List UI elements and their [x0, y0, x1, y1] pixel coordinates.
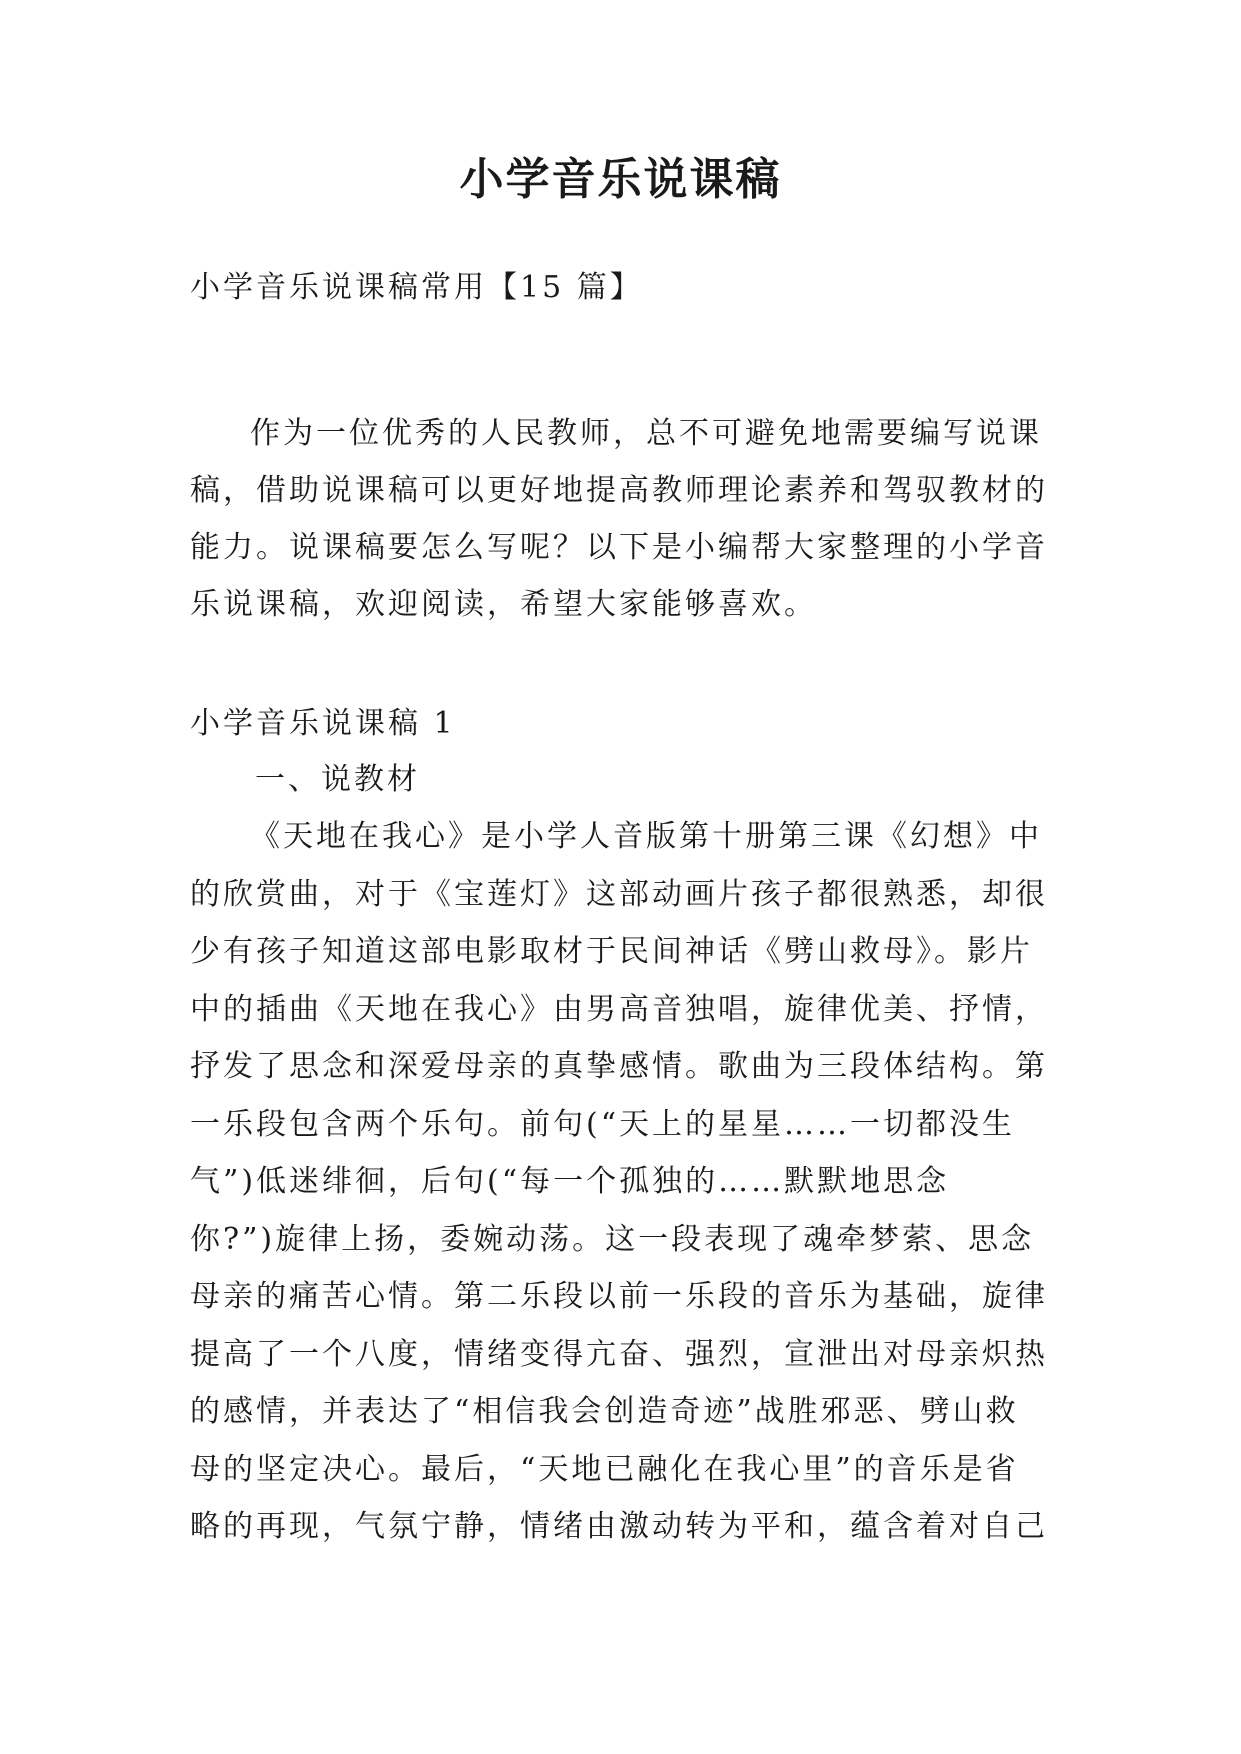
body-line: 气”)低迷绯徊，后句(“每一个孤独的……默默地思念 [190, 1164, 950, 1199]
section-title: 小学音乐说课稿 1 [190, 706, 456, 741]
body-line: 一乐段包含两个乐句。前句(“天上的星星……一切都没生 [190, 1106, 1016, 1142]
intro-line: 乐说课稿，欢迎阅读，希望大家能够喜欢。 [190, 587, 817, 622]
body-line: 母亲的痛苦心情。第二乐段以前一乐段的音乐为基础，旋律 [190, 1279, 1048, 1314]
body-paragraph [190, 808, 1070, 1556]
intro-line: 作为一位优秀的人民教师，总不可避免地需要编写说课 [250, 416, 1042, 451]
body-line: 提高了一个八度，情绪变得亢奋、强烈，宣泄出对母亲炽热 [190, 1336, 1048, 1372]
body-line: 的欣赏曲，对于《宝莲灯》这部动画片孩子都很熟悉，却很 [190, 876, 1048, 912]
body-line: 母的坚定决心。最后，“天地已融化在我心里”的音乐是省 [190, 1451, 1019, 1487]
document-title: 小学音乐说课稿 [459, 154, 782, 205]
body-line: 的感情，并表达了“相信我会创造奇迹”战胜邪恶、劈山救 [190, 1394, 1019, 1429]
body-line: 中的插曲《天地在我心》由男高音独唱，旋律优美、抒情， [190, 991, 1048, 1027]
body-line: 《天地在我心》是小学人音版第十册第三课《幻想》中 [250, 819, 1042, 854]
section-sub-heading: 一、说教材 [255, 762, 420, 797]
body-line: 你?”)旋律上扬，委婉动荡。这一段表现了魂牵梦萦、思念 [190, 1221, 1035, 1257]
intro-line: 稿，借助说课稿可以更好地提高教师理论素养和驾驭教材的 [190, 473, 1048, 508]
intro-line: 能力。说课稿要怎么写呢？以下是小编帮大家整理的小学音 [190, 530, 1048, 565]
intro-paragraph [190, 405, 1060, 633]
body-line: 少有孩子知道这部电影取材于民间神话《劈山救母》。影片 [190, 934, 1033, 969]
body-line: 抒发了思念和深爱母亲的真挚感情。歌曲为三段体结构。第 [190, 1049, 1048, 1084]
document-subtitle: 小学音乐说课稿常用【15 篇】 [190, 270, 643, 305]
body-line: 略的再现，气氛宁静，情绪由激动转为平和，蕴含着对自己 [190, 1509, 1048, 1544]
